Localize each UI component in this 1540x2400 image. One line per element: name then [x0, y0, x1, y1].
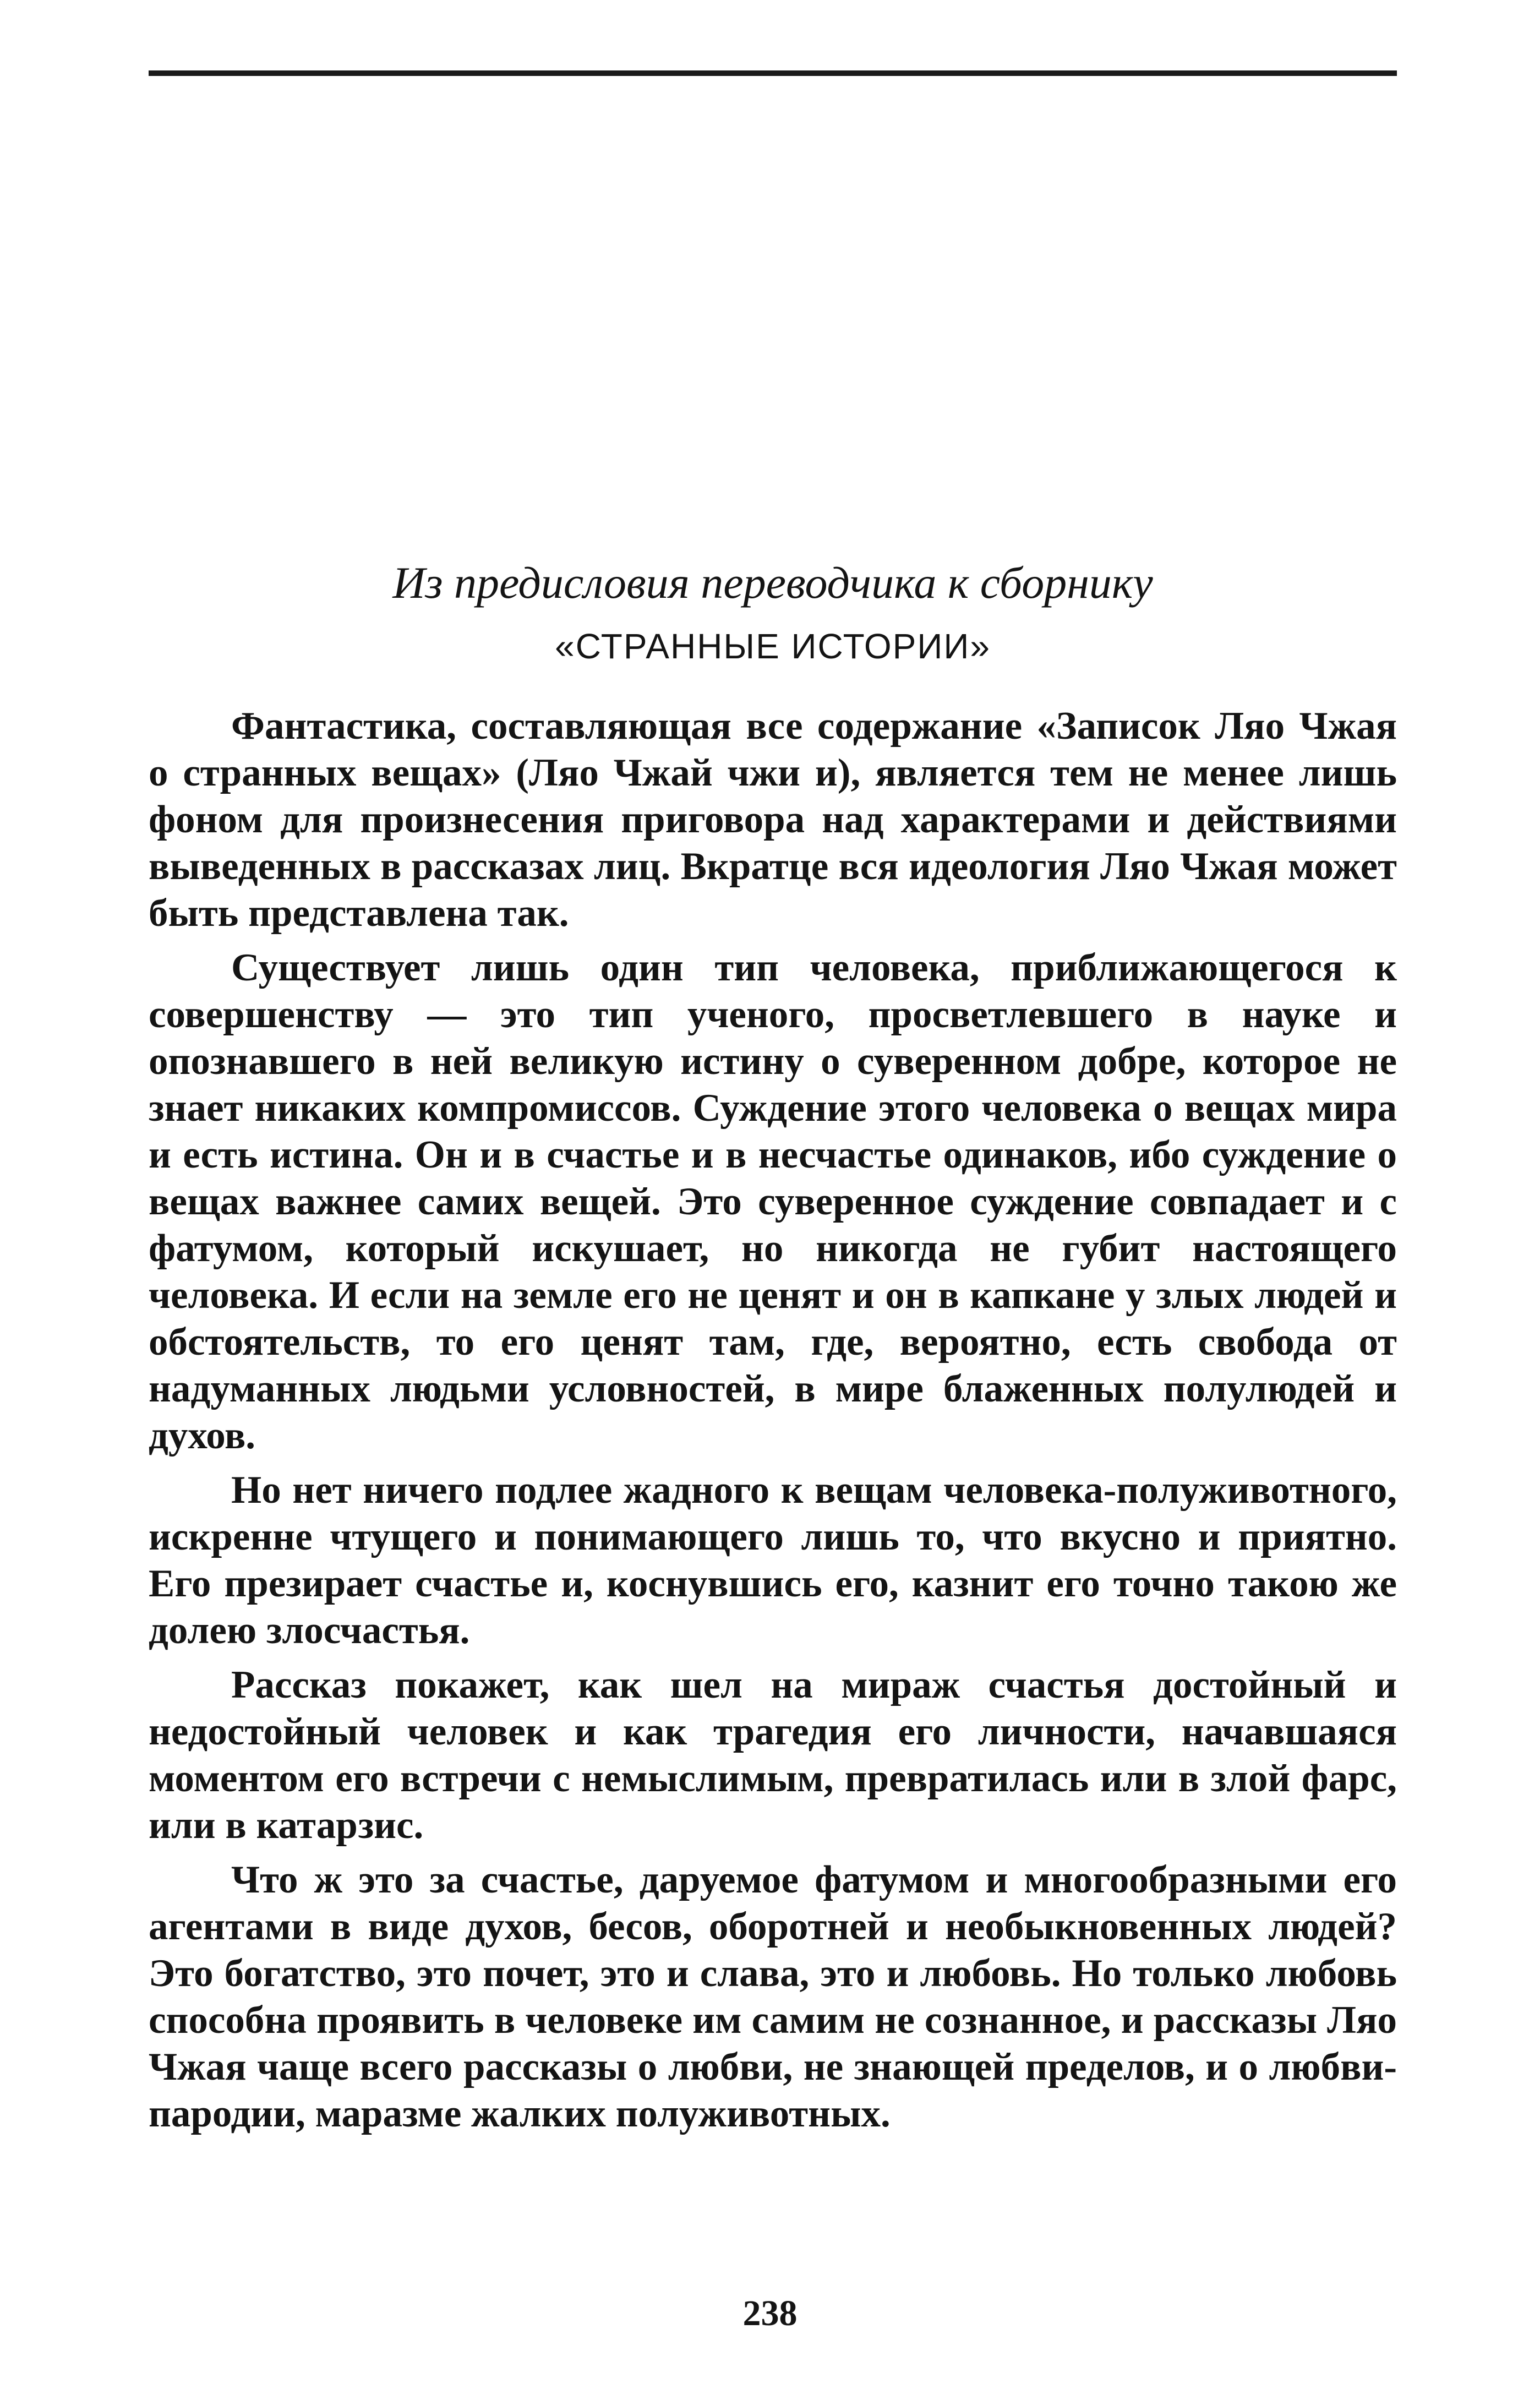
body-text	[149, 703, 1397, 2137]
paragraph-4: Рассказ покажет, как шел на мираж счастья достойный и недостойный человек и как трагедия его личности, начавшаяся моментом его встречи с немыслимым, превратилась или в злой фарс, или в катарзис.	[149, 1663, 1397, 1847]
paragraph-3: Но нет ничего подлее жадного к вещам человека-полуживотного, искренне чтущего и понимающего лишь то, что вкусно и приятно. Его презирает счастье и, коснувшись его, казнит его точно такою же долею злосчастья.	[149, 1469, 1397, 1652]
section-title: Из предисловия переводчика к сборнику	[392, 558, 1153, 608]
top-rule	[149, 70, 1397, 76]
paragraph-5: Что ж это за счастье, даруемое фатумом и многообразными его агентами в виде духов, бесов, оборотней и необыкновенных людей? Это богатство, это почет, это и слава, это и любовь. Но только любовь способна проявить в человеке им самим не сознанное, и рассказы Ляо Чжая чаще всего рассказы о любви, не знающей пределов, и о любви-пародии, маразме жалких полуживотных.	[149, 1858, 1397, 2136]
page-number: 238	[742, 2293, 798, 2333]
paragraph-1: Фантастика, составляющая все содержание «Записок Ляо Чжая о странных вещах» (Ляо Чжай чжи и), является тем не менее лишь фоном для произнесения приговора над характерами и действиями выведенных в рассказах лиц. Вкратце вся идеология Ляо Чжая может быть представлена так.	[149, 705, 1397, 935]
paragraph-2: Существует лишь один тип человека, приближающегося к совершенству — это тип ученого, просветлевшего в науке и опознавшего в ней великую истину о суверенном добре, которое не знает никаких компромиссов. Суждение этого человека о вещах мира и есть истина. Он и в счастье и в несчастье одинаков, ибо суждение о вещах важнее самих вещей. Это суверенное суждение совпадает и с фатумом, который искушает, но никогда не губит настоящего человека. И если на земле его не ценят и он в капкане у злых людей и обстоятельств, то его ценят там, где, вероятно, есть свобода от надуманных людьми условностей, в мире блаженных полулюдей и духов.	[149, 946, 1397, 1458]
section-subtitle: «СТРАННЫЕ ИСТОРИИ»	[555, 626, 991, 667]
page-content	[149, 556, 1397, 2137]
